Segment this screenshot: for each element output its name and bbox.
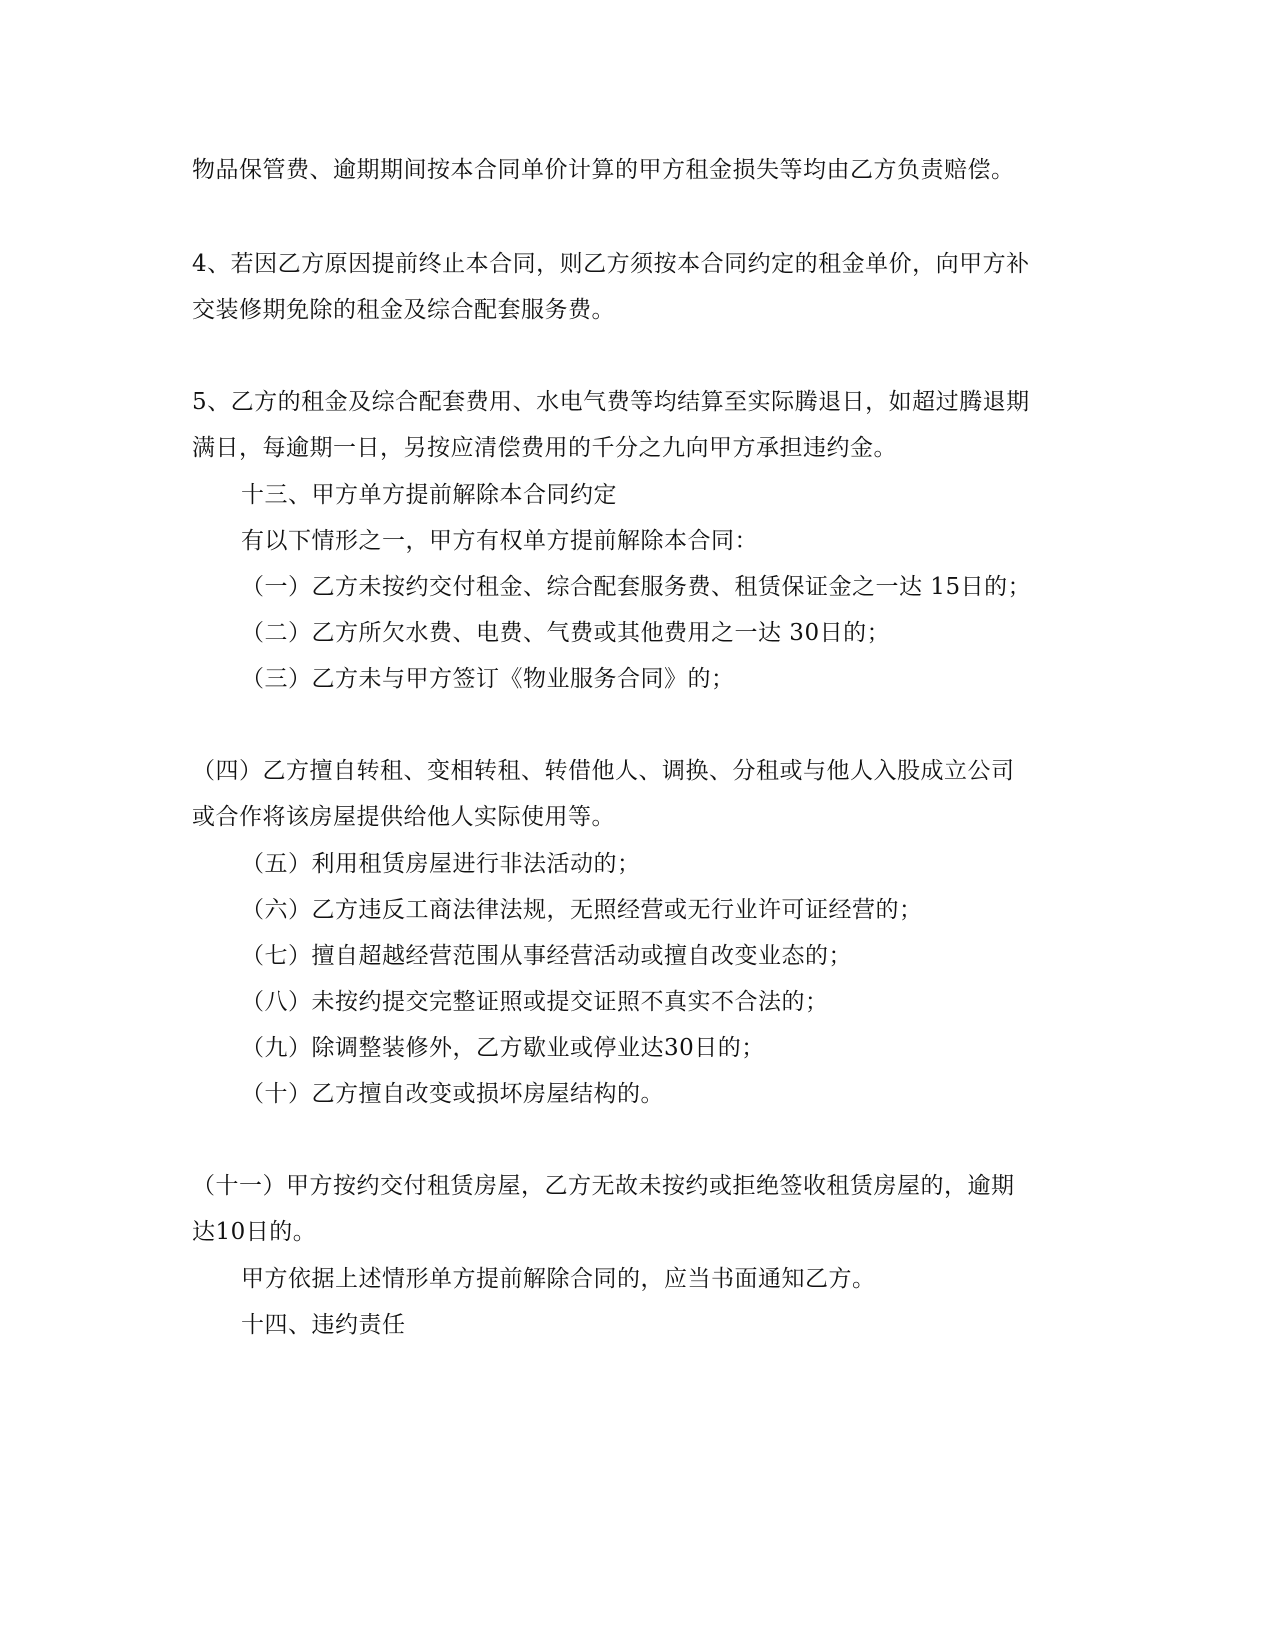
section-heading: 十三、甲方单方提前解除本合同约定 [241, 482, 617, 508]
text-line: 达10日的。 [192, 1219, 317, 1245]
list-item: （十一）甲方按约交付租赁房屋，乙方无故未按约或拒绝签收租赁房屋的，逾期 [192, 1173, 1015, 1199]
text-line: 甲方依据上述情形单方提前解除合同的，应当书面通知乙方。 [241, 1266, 876, 1292]
text-line: 物品保管费、逾期期间按本合同单价计算的甲方租金损失等均由乙方负责赔偿。 [192, 157, 1015, 183]
text-line: 交装修期免除的租金及综合配套服务费。 [192, 297, 615, 323]
list-item: （十）乙方擅自改变或损坏房屋结构的。 [241, 1081, 664, 1107]
text-line: 满日，每逾期一日，另按应清偿费用的千分之九向甲方承担违约金。 [192, 435, 897, 461]
list-item: （一）乙方未按约交付租金、综合配套服务费、租赁保证金之一达 15日的； [241, 574, 1032, 600]
list-item: （三）乙方未与甲方签订《物业服务合同》的； [241, 666, 735, 692]
list-item: （五）利用租赁房屋进行非法活动的； [241, 851, 641, 877]
text-line: 5、乙方的租金及综合配套费用、水电气费等均结算至实际腾退日，如超过腾退期 [192, 389, 1030, 415]
list-item: （二）乙方所欠水费、电费、气费或其他费用之一达 30日的； [241, 620, 891, 646]
section-heading: 十四、违约责任 [241, 1312, 406, 1338]
list-item: （六）乙方违反工商法律法规，无照经营或无行业许可证经营的； [241, 897, 923, 923]
list-item: （七）擅自超越经营范围从事经营活动或擅自改变业态的； [241, 943, 852, 969]
text-line: 4、若因乙方原因提前终止本合同，则乙方须按本合同约定的租金单价，向甲方补 [192, 251, 1030, 277]
text-line: 有以下情形之一，甲方有权单方提前解除本合同： [241, 528, 758, 554]
list-item: （四）乙方擅自转租、变相转租、转借他人、调换、分租或与他人入股成立公司 [192, 758, 1015, 784]
list-item: （九）除调整装修外，乙方歇业或停业达30日的； [241, 1035, 765, 1061]
list-item: （八）未按约提交完整证照或提交证照不真实不合法的； [241, 989, 829, 1015]
text-line: 或合作将该房屋提供给他人实际使用等。 [192, 804, 615, 830]
